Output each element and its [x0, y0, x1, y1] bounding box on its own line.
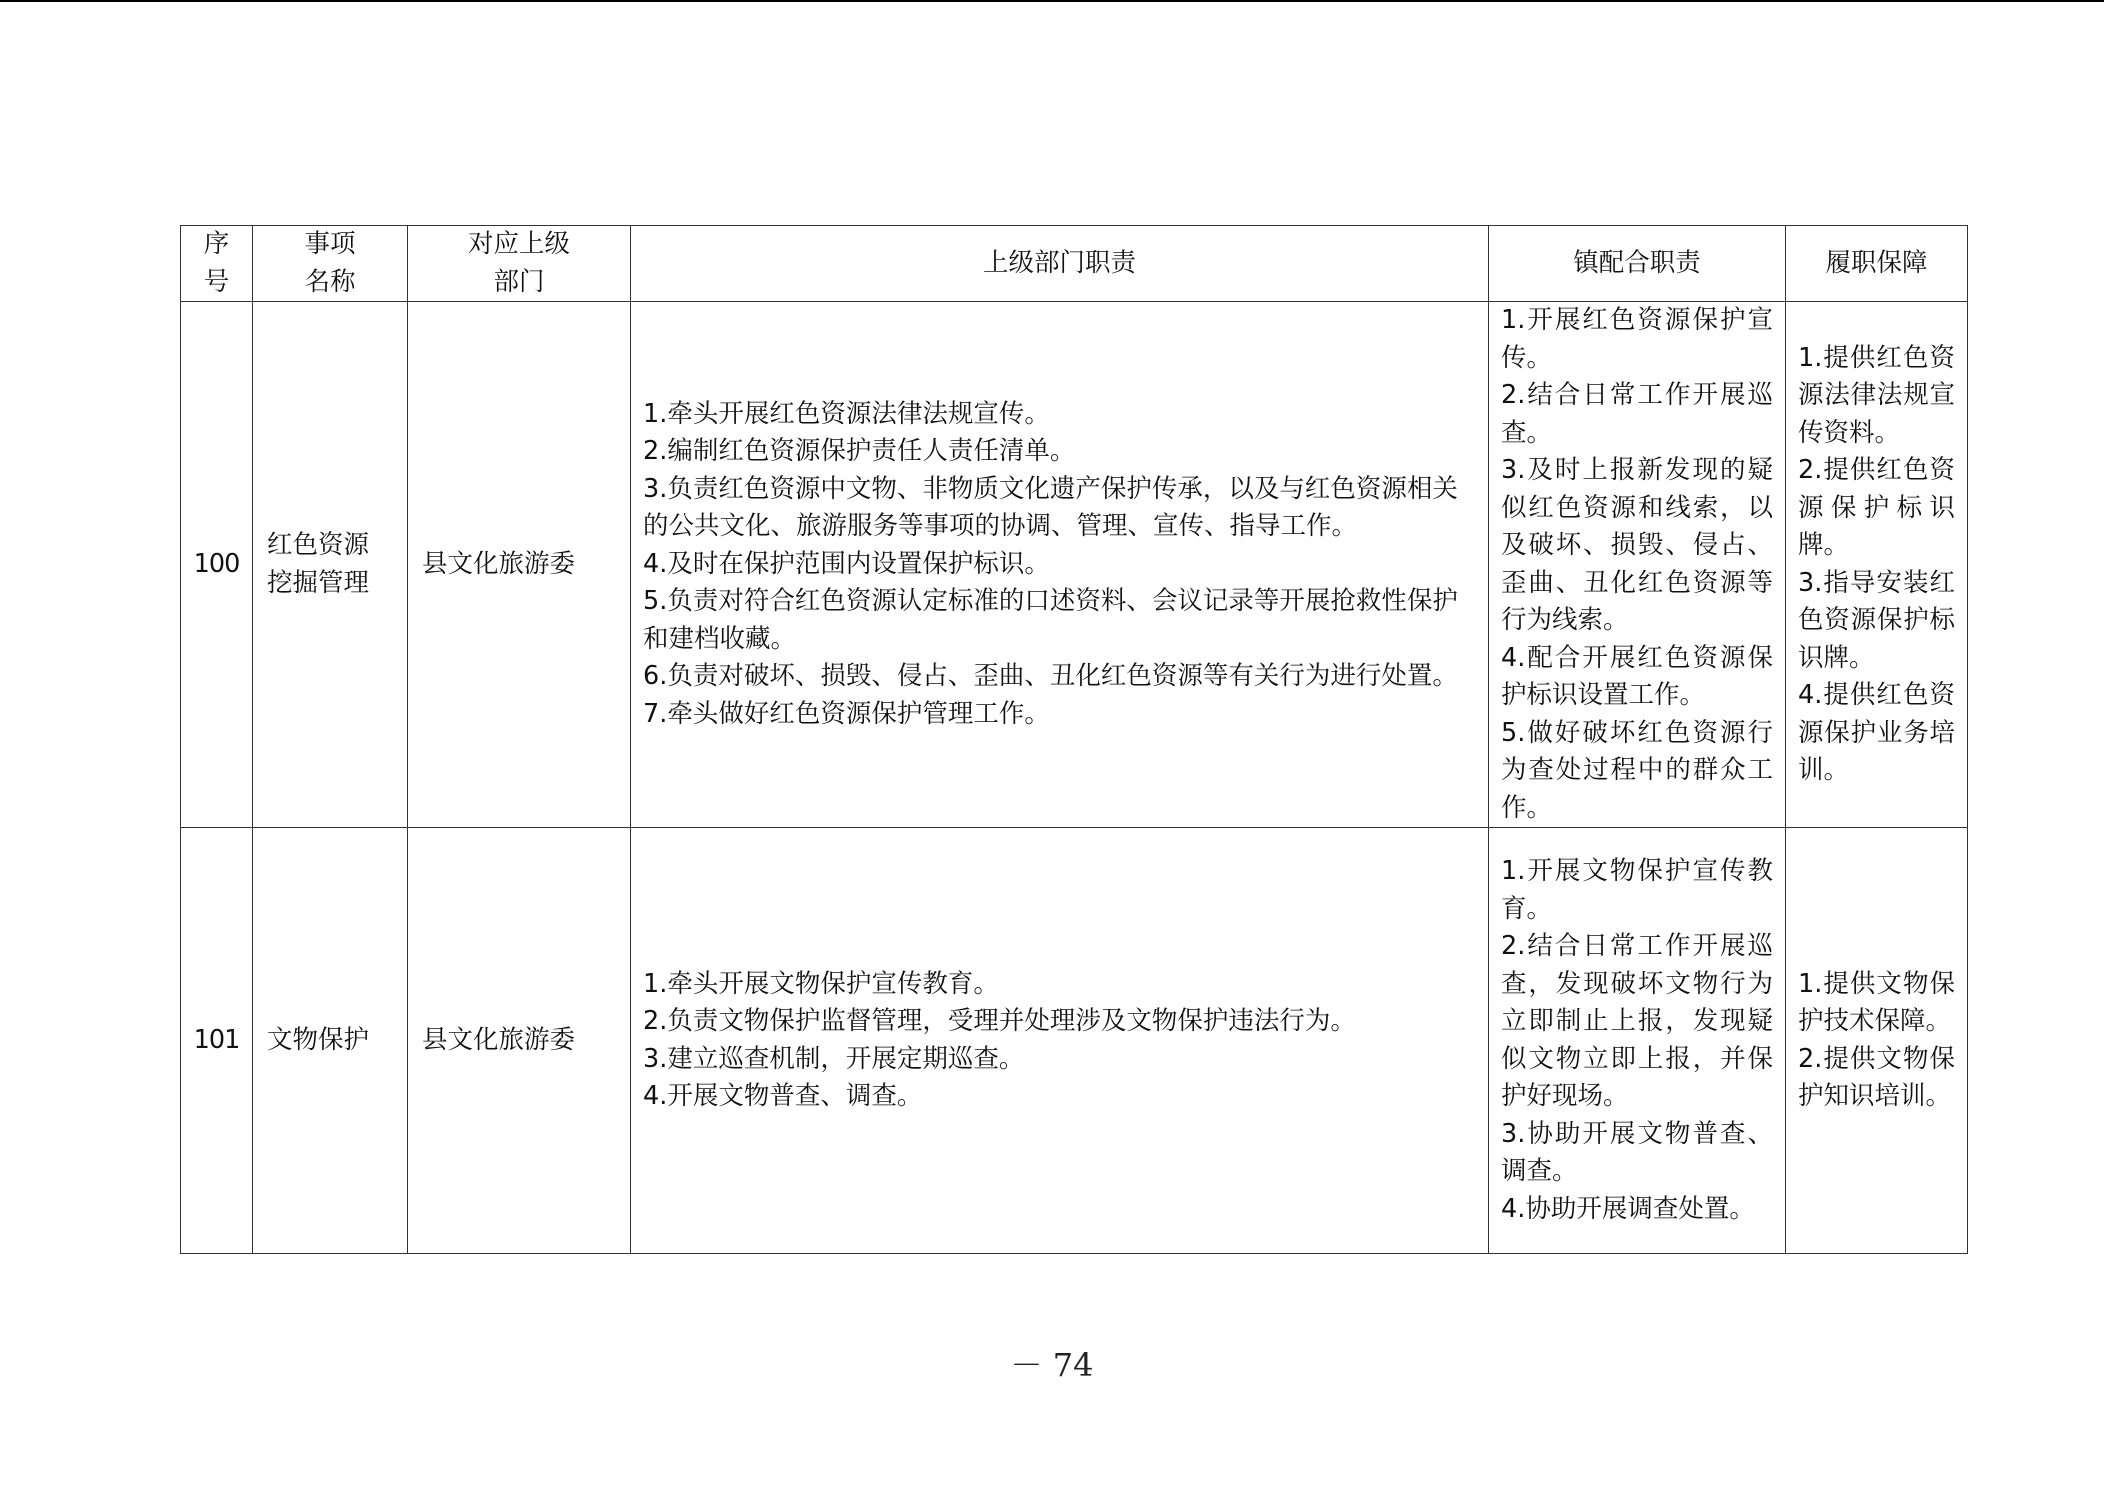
header-superior-duties: 上级部门职责	[631, 226, 1489, 302]
list-item: 4.协助开展调查处置。	[1501, 1193, 1755, 1224]
list-item: 2.提供文物保护知识培训。	[1798, 1043, 1955, 1111]
row-superior-dept: 县文化旅游委	[408, 302, 631, 828]
header-superior-dept: 对应上级部门	[408, 226, 631, 302]
list-item: 3.建立巡查机制，开展定期巡查。	[643, 1043, 1025, 1074]
list-item: 2.结合日常工作开展巡查，发现破坏文物行为立即制止上报，发现疑似文物立即上报，并保护好现场。	[1501, 931, 1773, 1111]
table-header-row	[181, 226, 1968, 302]
header-seq: 序号	[181, 226, 253, 302]
top-border-line	[0, 0, 2104, 2]
row-superior-duties	[631, 302, 1489, 828]
list-item: 5.做好破坏红色资源行为查处过程中的群众工作。	[1501, 717, 1773, 823]
list-item: 4.提供红色资源保护业务培训。	[1798, 680, 1955, 785]
list-item: 6.负责对破坏、损毁、侵占、歪曲、丑化红色资源等有关行为进行处置。	[643, 661, 1458, 692]
duty-table	[180, 225, 1968, 1254]
row-guarantee	[1786, 302, 1968, 828]
list-item: 2.编制红色资源保护责任人责任清单。	[643, 436, 1076, 467]
list-item: 4.及时在保护范围内设置保护标识。	[643, 548, 1050, 579]
row-superior-duties	[631, 828, 1489, 1254]
row-guarantee	[1786, 828, 1968, 1254]
list-item: 3.及时上报新发现的疑似红色资源和线索，以及破坏、损毁、侵占、歪曲、丑化红色资源等行为线索。	[1501, 455, 1773, 635]
list-item: 1.牵头开展文物保护宣传教育。	[643, 968, 999, 999]
list-item: 5.负责对符合红色资源认定标准的口述资料、会议记录等开展抢救性保护和建档收藏。	[643, 586, 1458, 654]
row-item-name: 文物保护	[253, 828, 408, 1254]
list-item: 3.指导安装红色资源保护标识牌。	[1798, 567, 1955, 673]
row-seq: 101	[181, 828, 253, 1254]
row-seq: 100	[181, 302, 253, 828]
list-item: 4.配合开展红色资源保护标识设置工作。	[1501, 642, 1773, 710]
list-item: 1.牵头开展红色资源法律法规宣传。	[643, 398, 1050, 429]
list-item: 1.提供文物保护技术保障。	[1798, 968, 1955, 1036]
list-item: 1.提供红色资源法律法规宣传资料。	[1798, 342, 1955, 448]
list-item: 4.开展文物普查、调查。	[643, 1081, 923, 1111]
table-row	[181, 302, 1968, 828]
page-number: － 74	[1010, 1346, 1094, 1384]
header-item-name: 事项名称	[253, 226, 408, 302]
header-guarantee: 履职保障	[1786, 226, 1968, 302]
header-town-duties: 镇配合职责	[1489, 226, 1786, 302]
row-item-name: 红色资源挖掘管理	[253, 302, 408, 828]
list-item: 7.牵头做好红色资源保护管理工作。	[643, 698, 1050, 729]
list-item: 2.提供红色资源保护标识牌。	[1798, 455, 1955, 560]
list-item: 1.开展文物保护宣传教育。	[1501, 856, 1773, 924]
table-row	[181, 828, 1968, 1254]
row-town-duties	[1489, 302, 1786, 828]
row-superior-dept: 县文化旅游委	[408, 828, 631, 1254]
list-item: 3.协助开展文物普查、调查。	[1501, 1118, 1773, 1186]
row-town-duties	[1489, 828, 1786, 1254]
list-item: 2.结合日常工作开展巡查。	[1501, 380, 1773, 448]
list-item: 3.负责红色资源中文物、非物质文化遗产保护传承，以及与红色资源相关的公共文化、旅游服务等事项的协调、管理、宣传、指导工作。	[643, 473, 1458, 542]
list-item: 2.负责文物保护监督管理，受理并处理涉及文物保护违法行为。	[643, 1006, 1356, 1036]
list-item: 1.开展红色资源保护宣传。	[1501, 305, 1773, 373]
